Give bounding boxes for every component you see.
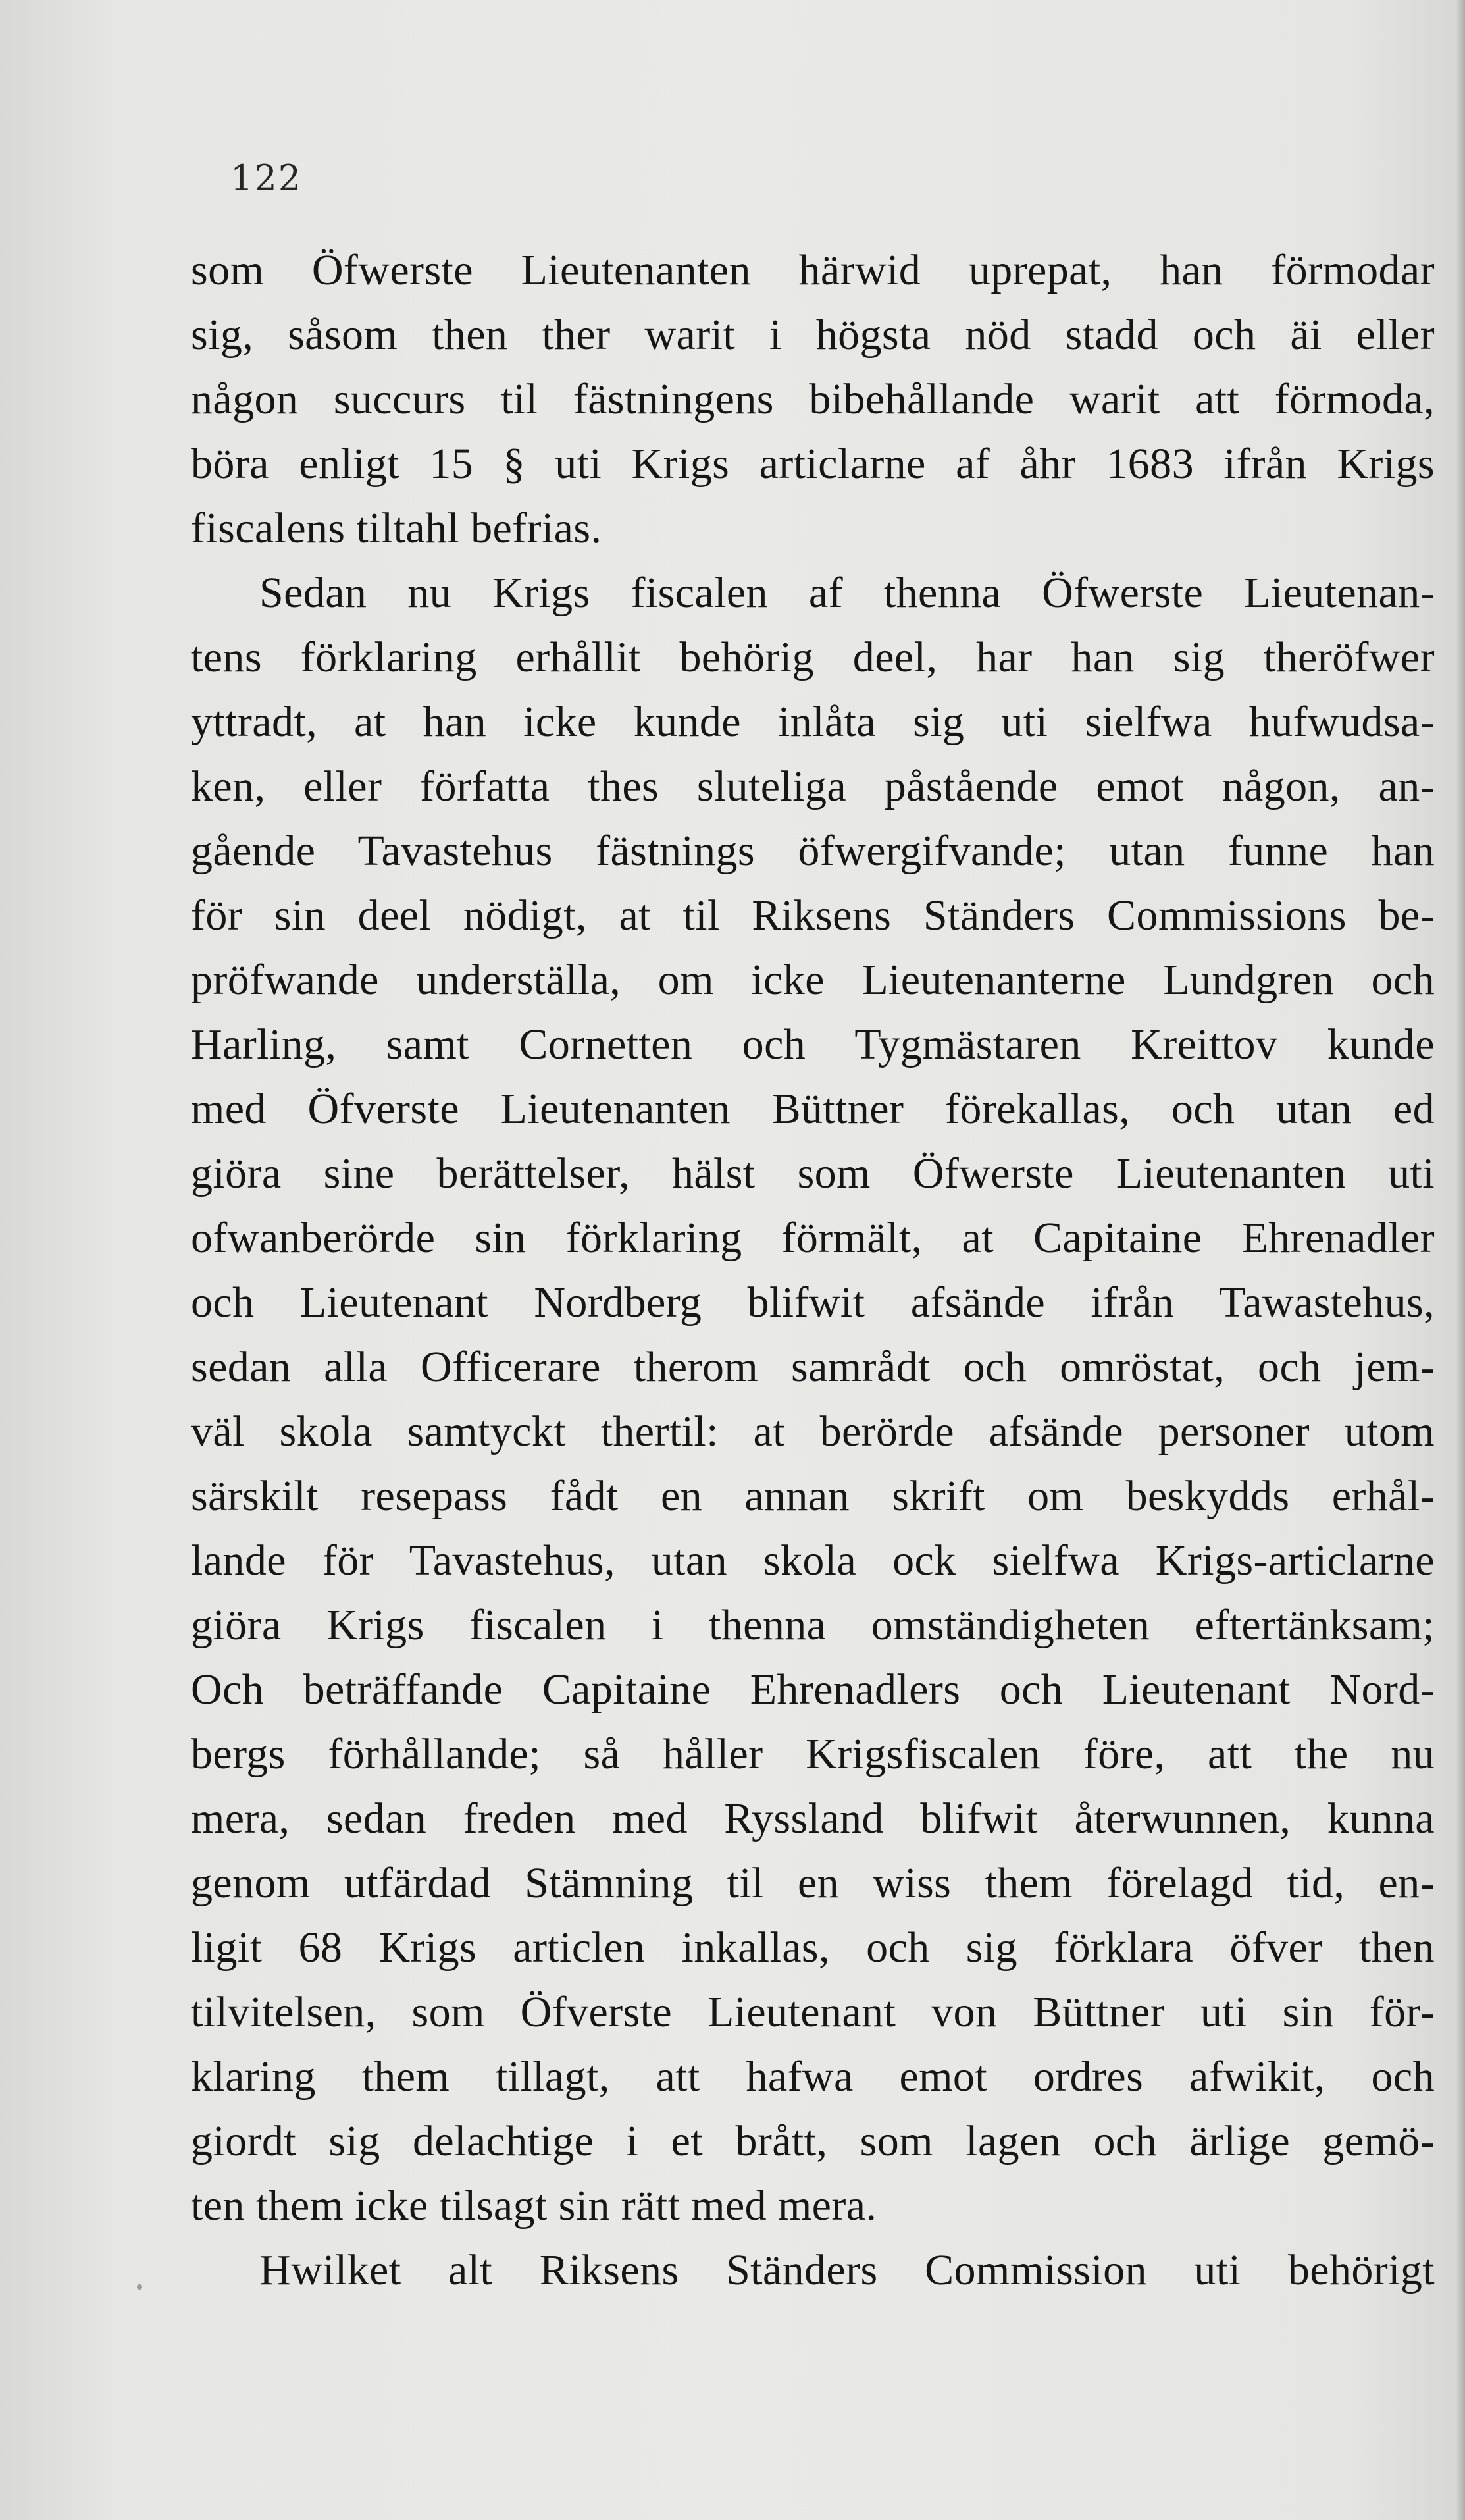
text-line: giöra sine berättelser, hälst som Öfwerste Lieutenanten uti bbox=[191, 1149, 1435, 1197]
text-line: med Öfverste Lieutenanten Büttner förekallas, och utan ed bbox=[191, 1085, 1435, 1133]
page-body-text bbox=[191, 246, 1435, 2313]
text-line: Sedan nu Krigs fiscalen af thenna Öfwerste Lieutenan- bbox=[259, 569, 1435, 617]
text-line: klaring them tillagt, att hafwa emot ordres afwikit, och bbox=[191, 2053, 1435, 2101]
text-line: som Öfwerste Lieutenanten härwid uprepat, han förmodar bbox=[191, 246, 1435, 294]
text-line: yttradt, at han icke kunde inlåta sig uti sielfwa hufwudsa- bbox=[191, 698, 1435, 746]
text-line: tens förklaring erhållit behörig deel, har han sig theröfwer bbox=[191, 633, 1435, 681]
text-line: fiscalens tiltahl befrias. bbox=[191, 504, 602, 552]
text-line: väl skola samtyckt thertil: at berörde afsände personer utom bbox=[191, 1407, 1435, 1456]
text-line: Och beträffande Capitaine Ehrenadlers och Lieutenant Nord- bbox=[191, 1666, 1435, 1714]
text-line: Harling, samt Cornetten och Tygmästaren Kreittov kunde bbox=[191, 1020, 1435, 1068]
text-line: och Lieutenant Nordberg blifwit afsände ifrån Tawastehus, bbox=[191, 1278, 1435, 1326]
text-line: sig, såsom then ther warit i högsta nöd stadd och äi eller bbox=[191, 311, 1435, 359]
text-line: genom utfärdad Stämning til en wiss them förelagd tid, en- bbox=[191, 1859, 1435, 1907]
page-number: 122 bbox=[230, 157, 303, 199]
text-line: särskilt resepass fådt en annan skrift om beskydds erhål- bbox=[191, 1472, 1435, 1520]
text-line: bergs förhållande; så håller Krigsfiscalen före, att the nu bbox=[191, 1730, 1435, 1778]
text-line: giordt sig delachtige i et brått, som lagen och ärlige gemö- bbox=[191, 2117, 1435, 2165]
text-line: för sin deel nödigt, at til Riksens Ständers Commissions be- bbox=[191, 891, 1435, 939]
margin-dot bbox=[137, 2284, 142, 2290]
text-line: ofwanberörde sin förklaring förmält, at Capitaine Ehrenadler bbox=[191, 1214, 1435, 1262]
text-line: sedan alla Officerare therom samrådt och omröstat, och jem- bbox=[191, 1343, 1435, 1391]
text-line: någon succurs til fästningens bibehållande warit att förmoda, bbox=[191, 375, 1435, 423]
text-line: ten them icke tilsagt sin rätt med mera. bbox=[191, 2182, 877, 2230]
text-line: gående Tavastehus fästnings öfwergifvande; utan funne han bbox=[191, 827, 1435, 875]
text-line: Hwilket alt Riksens Ständers Commission uti behörigt bbox=[259, 2246, 1435, 2294]
text-line: tilvitelsen, som Öfverste Lieutenant von Büttner uti sin för- bbox=[191, 1988, 1435, 2036]
text-line: ligit 68 Krigs articlen inkallas, och sig förklara öfver then bbox=[191, 1924, 1435, 1972]
text-line: lande för Tavastehus, utan skola ock sielfwa Krigs-articlarne bbox=[191, 1536, 1435, 1585]
text-line: pröfwande underställa, om icke Lieutenanterne Lundgren och bbox=[191, 956, 1435, 1004]
text-line: ken, eller författa thes sluteliga påstående emot någon, an- bbox=[191, 762, 1435, 810]
text-line: giöra Krigs fiscalen i thenna omständigheten eftertänksam; bbox=[191, 1601, 1435, 1649]
text-line: mera, sedan freden med Ryssland blifwit återwunnen, kunna bbox=[191, 1795, 1435, 1843]
text-line: böra enligt 15 § uti Krigs articlarne af åhr 1683 ifrån Krigs bbox=[191, 440, 1435, 488]
